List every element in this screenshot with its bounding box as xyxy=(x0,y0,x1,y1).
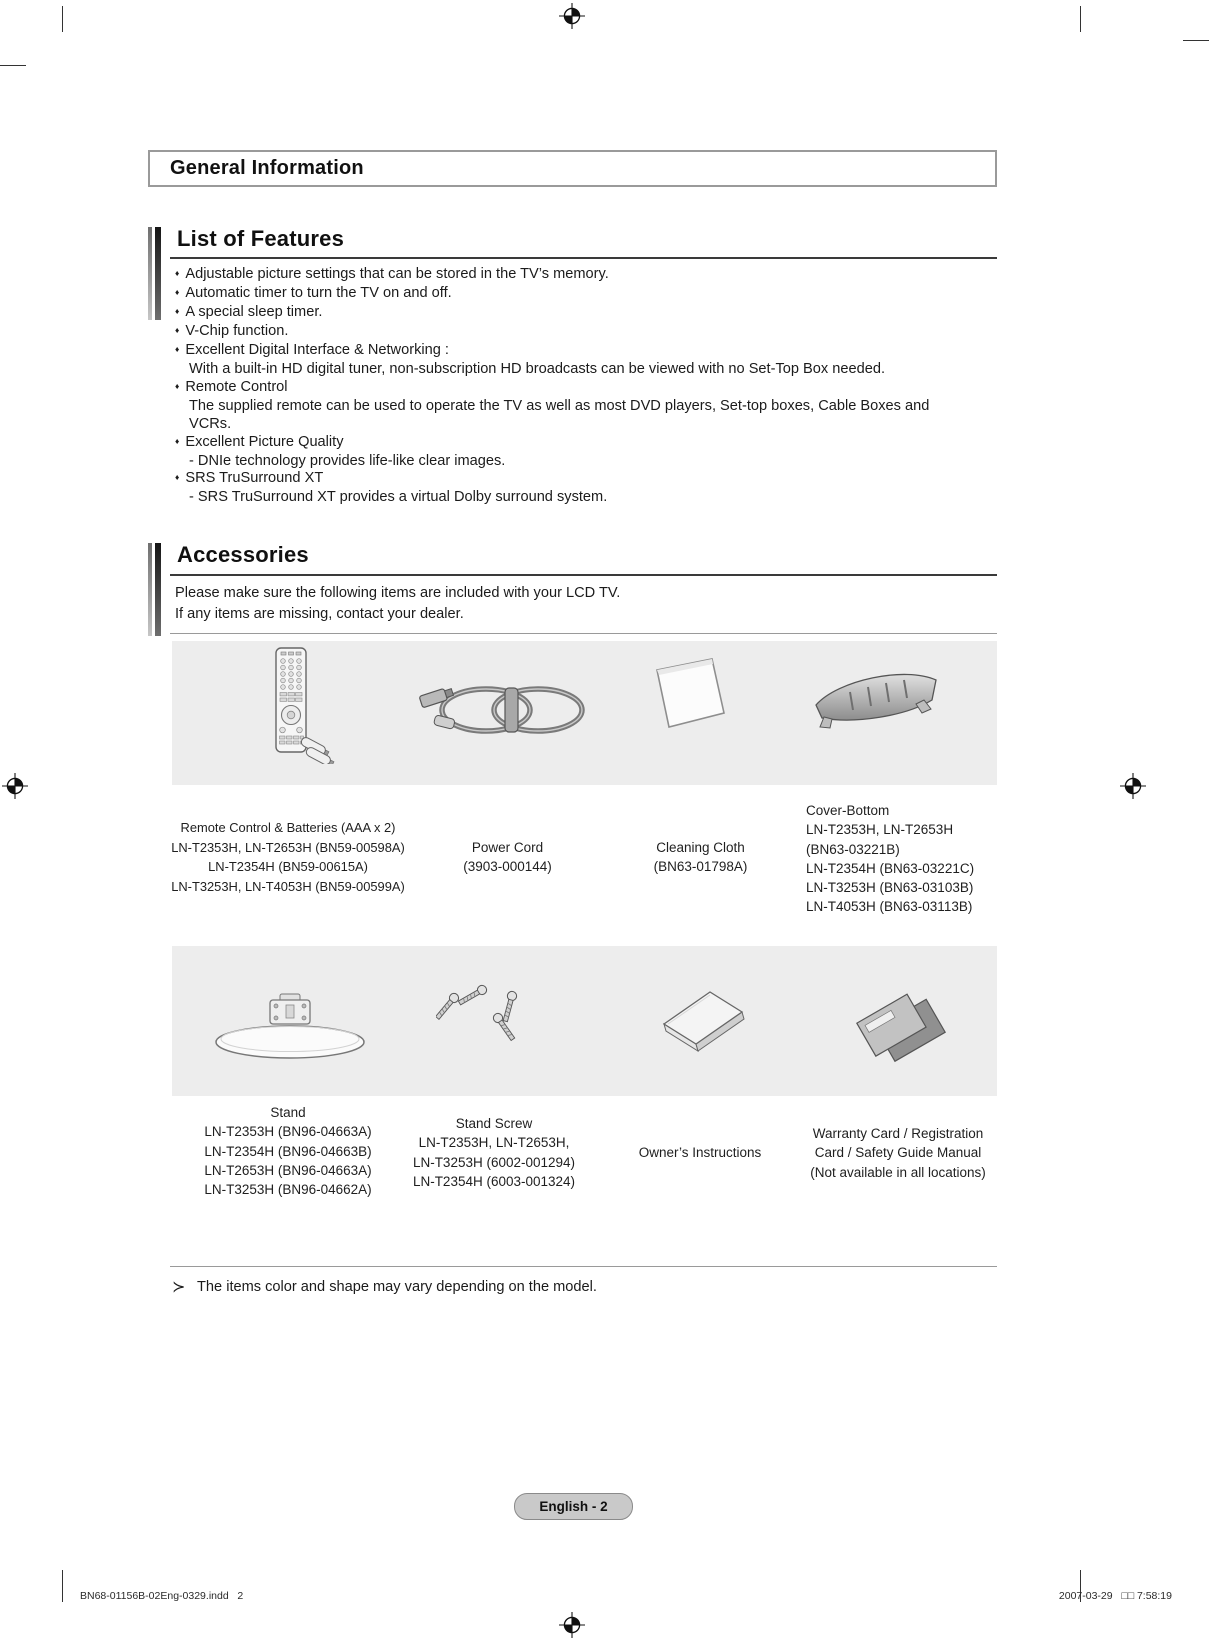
accessory-label: Cleaning Cloth (BN63-01798A) xyxy=(653,840,748,875)
cover-bottom-illustration xyxy=(810,660,945,750)
list-item: ♦ Adjustable picture settings that can be stored in the TV’s memory. xyxy=(175,266,609,282)
accessory-label: Power Cord (3903-000144) xyxy=(463,840,552,875)
accessory-label: Cover-Bottom LN-T2353H, LN-T2653H (BN63-03221B) LN-T2354H (BN63-03221C) LN-T3253H (BN63-03103B) LN-T4053H (BN63-03113B) xyxy=(806,803,975,915)
bullet-icon: ♦ xyxy=(175,380,180,391)
note-arrow-icon: ≻ xyxy=(172,1279,186,1296)
list-item: ♦ SRS TruSurround XT xyxy=(175,470,324,487)
list-item-continuation: - SRS TruSurround XT provides a virtual Dolby surround system. xyxy=(189,489,608,506)
crop-mark-left xyxy=(0,65,26,66)
list-item: ♦ V-Chip function. xyxy=(175,322,289,339)
crop-mark-top-left xyxy=(62,6,63,32)
list-item: ♦ A special sleep timer. xyxy=(175,303,323,320)
registration-mark-icon xyxy=(559,1612,585,1638)
power-cord-illustration xyxy=(418,672,593,747)
bullet-icon: ♦ xyxy=(175,472,180,483)
divider xyxy=(170,633,997,634)
page-number-badge: English - 2 xyxy=(514,1493,633,1520)
accessories-intro-line1: Please make sure the following items are included with your LCD TV. xyxy=(175,585,621,601)
list-item-continuation: VCRs. xyxy=(189,415,232,432)
accessory-label: Stand Screw LN-T2353H, LN-T2653H, LN-T3253H (6002-001294) LN-T2354H (6003-001324) xyxy=(412,1116,576,1189)
accessories-intro-line2: If any items are missing, contact your dealer. xyxy=(175,606,464,622)
list-item-continuation: With a built-in HD digital tuner, non-subscription HD broadcasts can be viewed with no Set-Top Box needed. xyxy=(189,360,886,377)
crop-mark-top-right xyxy=(1080,6,1081,32)
registration-mark-icon xyxy=(1120,773,1146,799)
warranty-cards-illustration xyxy=(852,986,947,1069)
crop-mark-right xyxy=(1183,40,1209,41)
page-section-header xyxy=(148,150,997,187)
section-underline xyxy=(170,257,997,259)
page-title: General Information xyxy=(170,157,364,179)
list-item: ♦ Remote Control xyxy=(175,378,288,395)
bullet-icon: ♦ xyxy=(175,286,180,297)
footer-filename: BN68-01156B-02Eng-0329.indd 2 xyxy=(80,1590,244,1602)
list-item-continuation: - DNIe technology provides life-like clear images. xyxy=(189,452,506,469)
section-underline xyxy=(170,574,997,576)
bullet-icon: ♦ xyxy=(175,343,180,354)
crop-mark-bottom-left xyxy=(62,1570,63,1602)
cleaning-cloth-illustration xyxy=(652,656,730,739)
owners-instructions-illustration xyxy=(652,980,752,1070)
remote-control-batteries-illustration xyxy=(238,646,353,769)
accessory-label: Stand LN-T2353H (BN96-04663A) LN-T2354H (BN96-04663B) LN-T2653H (BN96-04663A) LN-T3253H (BN96-04662A) xyxy=(204,1105,372,1198)
registration-mark-icon xyxy=(559,3,585,29)
divider xyxy=(170,1266,997,1267)
note-text: The items color and shape may vary depending on the model. xyxy=(197,1279,597,1295)
stand-screw-illustration xyxy=(436,984,528,1067)
section-bars-decoration xyxy=(148,227,162,320)
section-bars-decoration xyxy=(148,543,162,636)
accessories-section-title: Accessories xyxy=(177,542,309,567)
stand-illustration xyxy=(210,992,370,1069)
features-list xyxy=(175,266,999,507)
list-item-continuation: The supplied remote can be used to operate the TV as well as most DVD players, Set-top boxes, Cable Boxes and xyxy=(189,397,930,414)
list-item: ♦ Excellent Picture Quality xyxy=(175,433,344,450)
accessory-label: Remote Control & Batteries (AAA x 2) LN-T2353H, LN-T2653H (BN59-00598A) LN-T2354H (BN59-00615A) LN-T3253H, LN-T4053H (BN59-00599A) xyxy=(171,820,405,894)
accessory-label: Owner’s Instructions xyxy=(638,1145,762,1160)
bullet-icon: ♦ xyxy=(175,324,180,335)
list-item: ♦ Automatic timer to turn the TV on and off. xyxy=(175,284,452,301)
bullet-icon: ♦ xyxy=(175,435,180,446)
features-section-title: List of Features xyxy=(177,226,345,251)
footer-timestamp: 2007-03-29 □□ 7:58:19 xyxy=(1058,1590,1172,1602)
registration-mark-icon xyxy=(2,773,28,799)
bullet-icon: ♦ xyxy=(175,268,180,278)
list-item: ♦ Excellent Digital Interface & Networking : xyxy=(175,341,449,358)
accessory-label: Warranty Card / Registration Card / Safety Guide Manual (Not available in all locations) xyxy=(810,1126,986,1180)
bullet-icon: ♦ xyxy=(175,305,180,316)
